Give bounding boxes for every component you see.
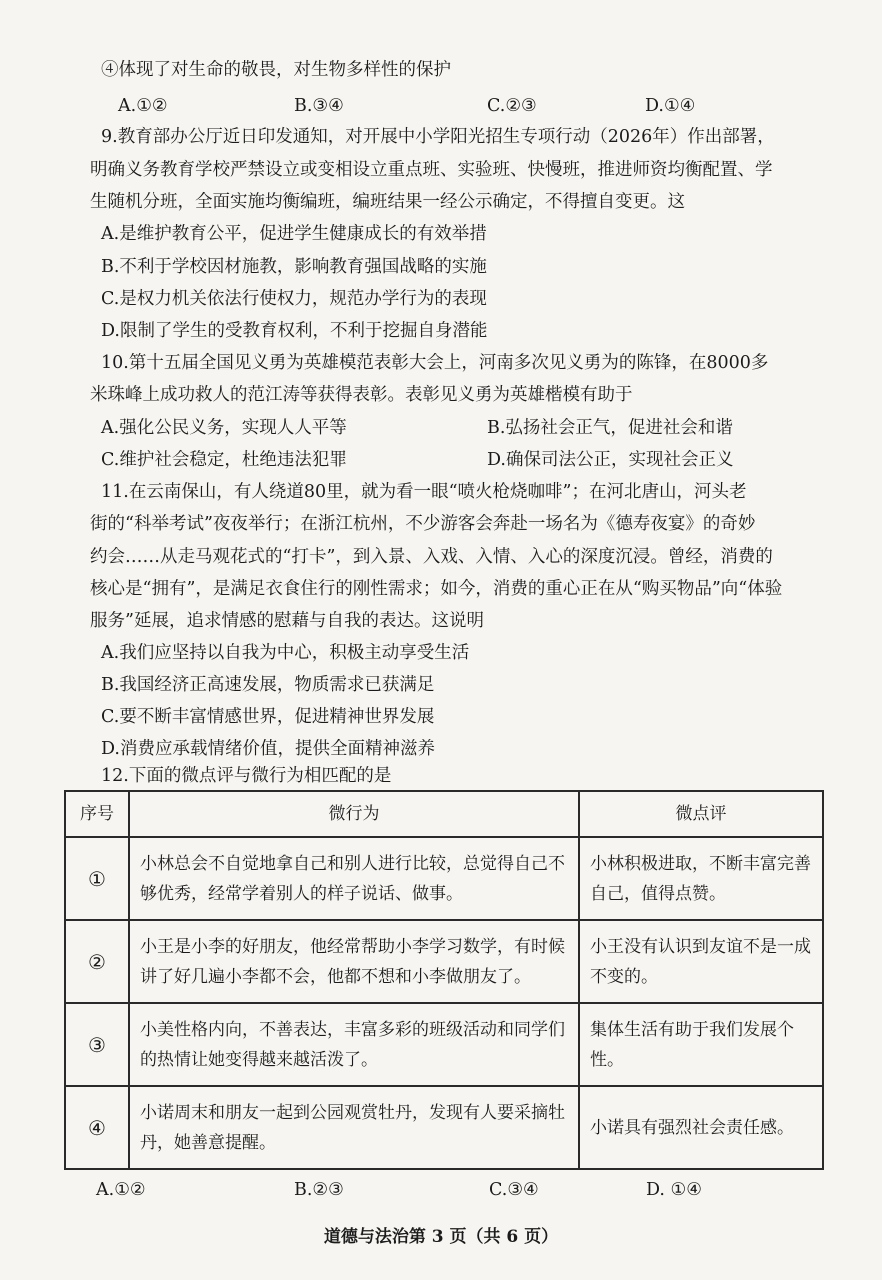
header-number: 序号 xyxy=(65,791,129,837)
q9-stem-line-3: 生随机分班，全面实施均衡编班，编班结果一经公示确定，不得擅自变更。这 xyxy=(90,192,685,212)
row-behavior: 小王是小李的好朋友，他经常帮助小李学习数学，有时候讲了好几遍小李都不会，他都不想和小李做朋友了。 xyxy=(129,920,579,1003)
row-behavior: 小林总会不自觉地拿自己和别人进行比较，总觉得自己不够优秀，经常学着别人的样子说话、做事。 xyxy=(129,837,579,920)
q10-option-d: D.确保司法公正，实现社会正义 xyxy=(487,450,734,470)
q11-option-b: B.我国经济正高速发展，物质需求已获满足 xyxy=(101,675,435,695)
q8-choice-b: B.③④ xyxy=(294,96,344,116)
table-row xyxy=(65,920,823,1003)
q8-choice-d: D.①④ xyxy=(645,96,696,116)
q9-stem-line-1: 9.教育部办公厅近日印发通知，对开展中小学阳光招生专项行动（2026年）作出部署， xyxy=(101,127,775,147)
q12-choice-b: B.②③ xyxy=(294,1180,344,1200)
q11-option-c: C.要不断丰富情感世界，促进精神世界发展 xyxy=(101,707,435,727)
q8-choice-a: A.①② xyxy=(118,96,168,116)
row-number: ④ xyxy=(65,1086,129,1169)
q11-stem-line-1: 11.在云南保山，有人绕道80里，就为看一眼“喷火枪烧咖啡”；在河北唐山，河头老 xyxy=(101,482,747,502)
q12-table xyxy=(64,790,824,1170)
q12-choice-c: C.③④ xyxy=(489,1180,539,1200)
row-number: ② xyxy=(65,920,129,1003)
row-behavior: 小美性格内向，不善表达，丰富多彩的班级活动和同学们的热情让她变得越来越活泼了。 xyxy=(129,1003,579,1086)
q9-option-b: B.不利于学校因材施教，影响教育强国战略的实施 xyxy=(101,257,487,277)
q11-stem-line-5: 服务”延展，追求情感的慰藉与自我的表达。这说明 xyxy=(90,611,484,631)
table-row xyxy=(65,1003,823,1086)
q10-option-a: A.强化公民义务，实现人人平等 xyxy=(101,418,347,438)
q8-choice-c: C.②③ xyxy=(487,96,537,116)
row-comment: 小王没有认识到友谊不是一成不变的。 xyxy=(579,920,823,1003)
row-comment: 小诺具有强烈社会责任感。 xyxy=(579,1086,823,1169)
q11-option-a: A.我们应坚持以自我为中心，积极主动享受生活 xyxy=(101,643,470,663)
q12-choice-a: A.①② xyxy=(96,1180,146,1200)
q8-item-4: ④体现了对生命的敬畏，对生物多样性的保护 xyxy=(101,60,451,80)
header-comment: 微点评 xyxy=(579,791,823,837)
q10-stem-line-2: 米珠峰上成功救人的范江涛等获得表彰。表彰见义勇为英雄楷模有助于 xyxy=(90,385,633,405)
q11-stem-line-3: 约会……从走马观花式的“打卡”，到入景、入戏、入情、入心的深度沉浸。曾经，消费的 xyxy=(90,547,773,567)
q9-option-a: A.是维护教育公平，促进学生健康成长的有效举措 xyxy=(101,224,487,244)
q10-option-b: B.弘扬社会正气，促进社会和谐 xyxy=(487,418,733,438)
row-behavior: 小诺周末和朋友一起到公园观赏牡丹，发现有人要采摘牡丹，她善意提醒。 xyxy=(129,1086,579,1169)
q11-option-d: D.消费应承载情绪价值，提供全面精神滋养 xyxy=(101,739,435,759)
row-number: ③ xyxy=(65,1003,129,1086)
q11-stem-line-4: 核心是“拥有”，是满足衣食住行的刚性需求；如今，消费的重心正在从“购买物品”向“体验 xyxy=(90,579,783,599)
q12-choice-d: D. ①④ xyxy=(646,1180,702,1200)
header-behavior: 微行为 xyxy=(129,791,579,837)
q9-stem-line-2: 明确义务教育学校严禁设立或变相设立重点班、实验班、快慢班，推进师资均衡配置、学 xyxy=(90,160,773,180)
table-header-row xyxy=(65,791,823,837)
table-row xyxy=(65,837,823,920)
q10-option-c: C.维护社会稳定，杜绝违法犯罪 xyxy=(101,450,347,470)
q12-stem: 12.下面的微点评与微行为相匹配的是 xyxy=(101,766,392,786)
q10-stem-line-1: 10.第十五届全国见义勇为英雄模范表彰大会上，河南多次见义勇为的陈锋，在8000多 xyxy=(101,353,769,373)
row-comment: 集体生活有助于我们发展个性。 xyxy=(579,1003,823,1086)
q11-stem-line-2: 街的“科举考试”夜夜举行；在浙江杭州，不少游客会奔赴一场名为《德寿夜宴》的奇妙 xyxy=(90,514,756,534)
q9-option-c: C.是权力机关依法行使权力，规范办学行为的表现 xyxy=(101,289,487,309)
row-number: ① xyxy=(65,837,129,920)
q9-option-d: D.限制了学生的受教育权利，不利于挖掘自身潜能 xyxy=(101,321,488,341)
page-footer: 道德与法治第 3 页（共 6 页） xyxy=(323,1227,559,1247)
row-comment: 小林积极进取，不断丰富完善自己，值得点赞。 xyxy=(579,837,823,920)
table-row xyxy=(65,1086,823,1169)
